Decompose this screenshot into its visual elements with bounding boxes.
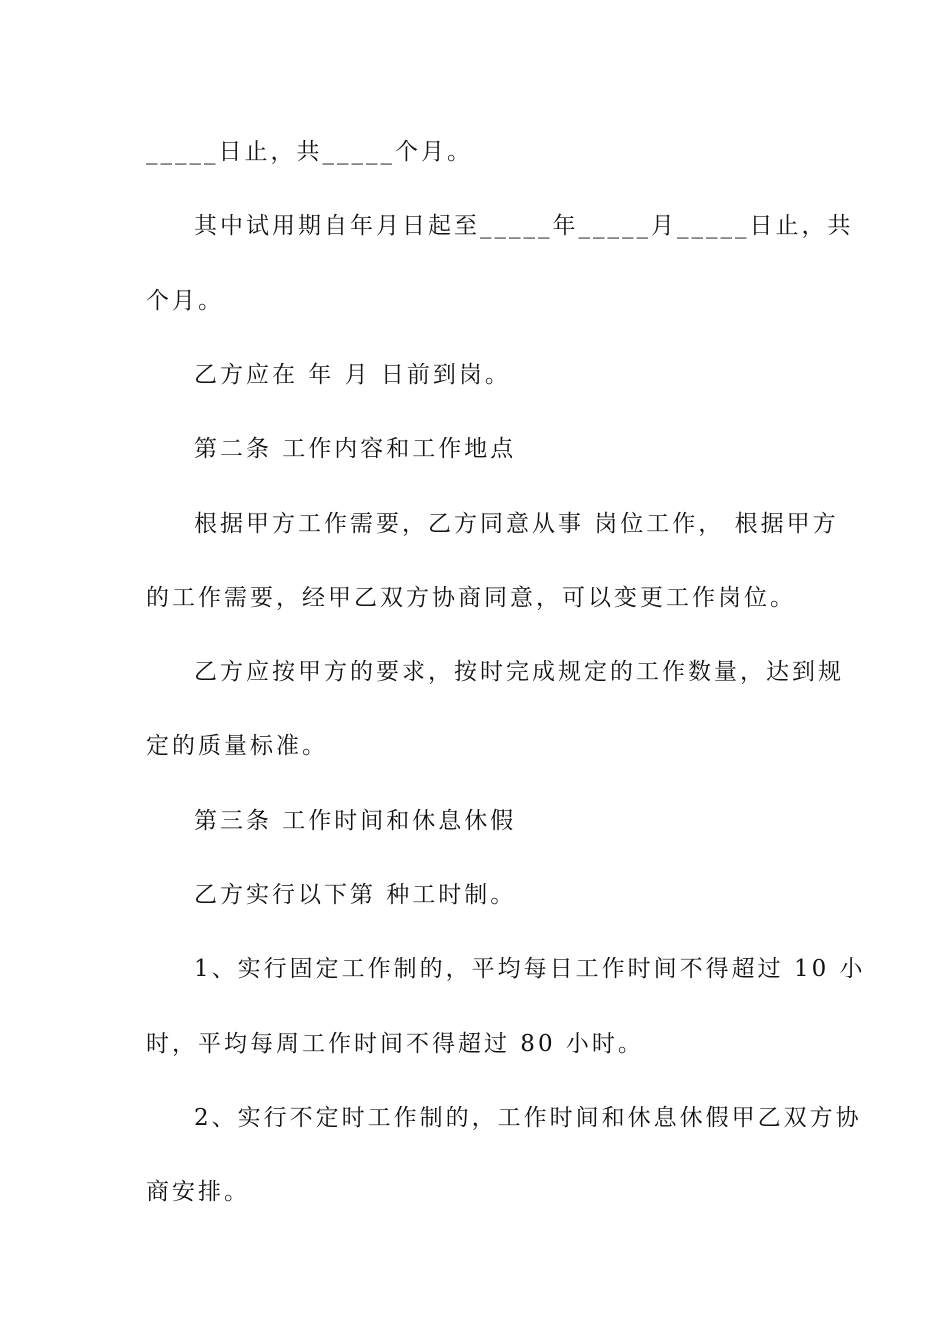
paragraph-line-work-requirements: 乙方应按甲方的要求，按时完成规定的工作数量，达到规 xyxy=(194,659,844,685)
article-heading-3: 第三条 工作时间和休息休假 xyxy=(194,808,517,834)
list-item-fixed-hours-continued: 时，平均每周工作时间不得超过 80 小时。 xyxy=(146,1031,644,1057)
list-item-fixed-hours: 1、实行固定工作制的，平均每日工作时间不得超过 10 小 xyxy=(194,956,866,982)
paragraph-line-probation-months: 个月。 xyxy=(146,288,224,314)
paragraph-line-quality-standard: 定的质量标准。 xyxy=(146,733,328,759)
paragraph-line-work-hour-system: 乙方实行以下第 种工时制。 xyxy=(194,882,517,908)
paragraph-line-contract-term-end: _____日止，共_____个月。 xyxy=(146,139,473,165)
paragraph-line-probation-period: 其中试用期自年月日起至_____年_____月_____日止，共 xyxy=(194,213,854,239)
list-item-flexible-hours-continued: 商安排。 xyxy=(146,1179,250,1205)
article-heading-2: 第二条 工作内容和工作地点 xyxy=(194,436,517,462)
list-item-flexible-hours: 2、实行不定时工作制的，工作时间和休息休假甲乙双方协 xyxy=(194,1105,862,1131)
paragraph-line-job-change: 的工作需要，经甲乙双方协商同意，可以变更工作岗位。 xyxy=(146,585,796,611)
paragraph-line-job-position: 根据甲方工作需要，乙方同意从事 岗位工作， 根据甲方 xyxy=(194,511,839,537)
paragraph-line-report-date: 乙方应在 年 月 日前到岗。 xyxy=(194,362,511,388)
